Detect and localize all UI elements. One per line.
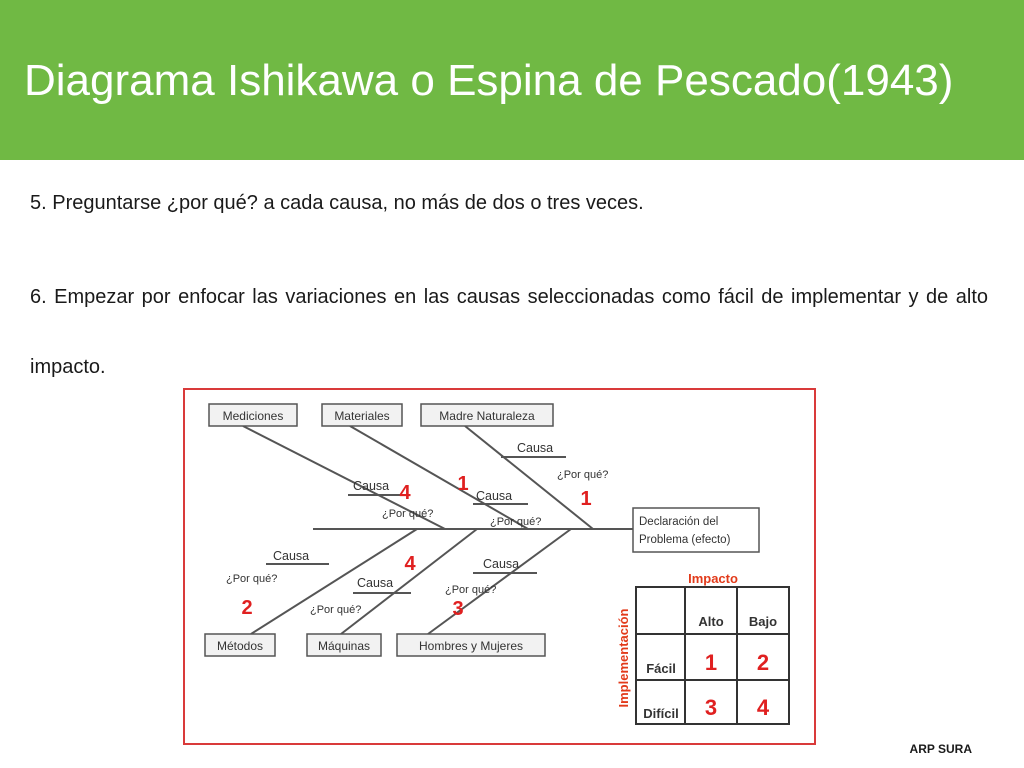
category-label: Hombres y Mujeres <box>418 639 524 653</box>
footer-brand: ARP SURA <box>909 742 972 756</box>
fishbone-diagram <box>183 388 816 745</box>
why-label: ¿Por qué? <box>490 516 542 528</box>
category-label: Materiales <box>334 409 390 423</box>
effect-label-line2: Problema (efecto) <box>639 534 731 546</box>
matrix-side-label: Implementación <box>616 608 631 708</box>
why-label: ¿Por qué? <box>382 508 434 520</box>
title-bar <box>0 0 1024 160</box>
step-6-text: 6. Empezar por enfocar las variaciones en las causas seleccionadas como fácil de implementar y de alto impacto. <box>30 286 988 378</box>
matrix-cell: 3 <box>704 695 718 720</box>
cause-label: Causa <box>357 576 394 590</box>
cause-number: 2 <box>241 597 253 619</box>
cause-number: 4 <box>399 482 411 504</box>
matrix-cell: 2 <box>756 650 770 675</box>
cause-label: Causa <box>353 479 390 493</box>
cause-number: 3 <box>452 598 464 620</box>
category-label: Mediciones <box>222 409 284 423</box>
slide-title: Diagrama Ishikawa o Espina de Pescado(1943) <box>24 56 954 105</box>
matrix-cell: 4 <box>756 695 770 720</box>
cause-number: 4 <box>404 553 416 575</box>
cause-label: Causa <box>483 557 520 571</box>
matrix-title: Impacto <box>688 571 738 586</box>
why-label: ¿Por qué? <box>310 604 362 616</box>
why-label: ¿Por qué? <box>557 469 609 481</box>
matrix-row-header: Difícil <box>643 706 679 721</box>
step-5-text: 5. Preguntarse ¿por qué? a cada causa, no más de dos o tres veces. <box>30 192 644 214</box>
category-label: Máquinas <box>317 639 371 653</box>
cause-number: 1 <box>457 473 469 495</box>
effect-label-line1: Declaración del <box>639 516 719 528</box>
why-label: ¿Por qué? <box>445 584 497 596</box>
matrix-cell: 1 <box>704 650 718 675</box>
why-label: ¿Por qué? <box>226 573 278 585</box>
cause-number: 1 <box>580 488 592 510</box>
matrix-col-header: Bajo <box>748 614 778 629</box>
cause-label: Causa <box>476 489 513 503</box>
category-label: Métodos <box>216 639 264 653</box>
matrix-row-header: Fácil <box>646 661 676 676</box>
matrix-col-header: Alto <box>698 614 724 629</box>
cause-label: Causa <box>273 549 310 563</box>
cause-label: Causa <box>517 441 554 455</box>
fishbone-figure <box>183 388 816 745</box>
category-label: Madre Naturaleza <box>439 409 535 423</box>
